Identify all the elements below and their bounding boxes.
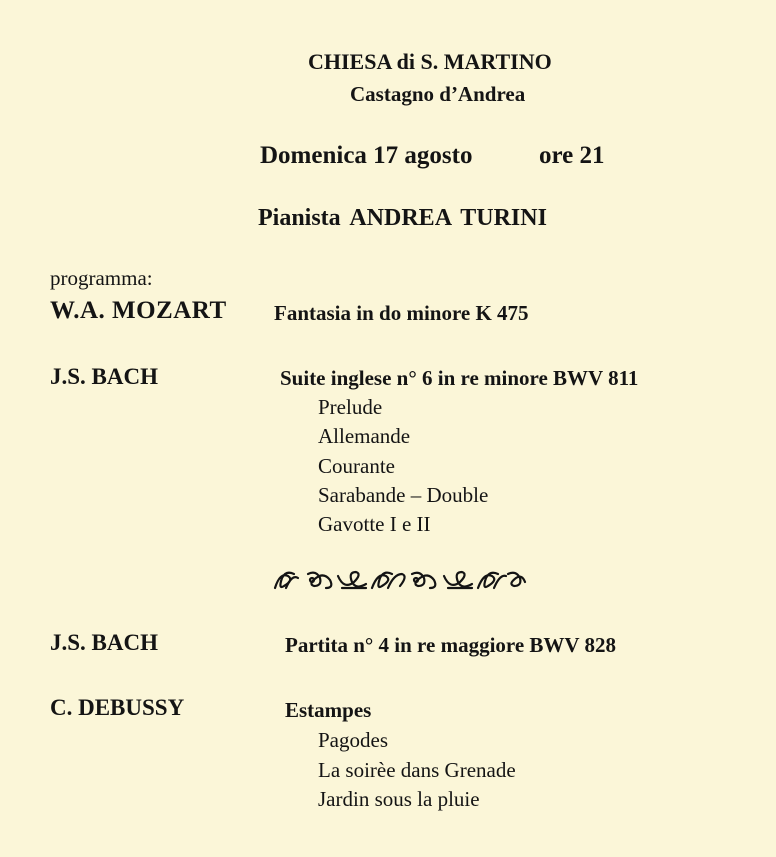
movement-item: Prelude	[318, 395, 383, 419]
movement-item: La soirèe dans Grenade	[318, 758, 516, 782]
church-name: CHIESA di S. MARTINO	[308, 49, 552, 74]
movement-item: Pagodes	[318, 728, 388, 752]
work-debussy-estampes: Estampes	[285, 698, 372, 722]
performer: Pianista ANDREA TURINI	[258, 205, 547, 231]
concert-date: Domenica 17 agosto	[260, 142, 473, 169]
concert-time: ore 21	[539, 142, 605, 169]
program-label: programma:	[50, 266, 153, 290]
composer-bach: J.S. BACH	[50, 630, 158, 655]
movement-item: Allemande	[318, 424, 411, 448]
movement-item: Jardin sous la pluie	[318, 787, 480, 811]
movement-item: Sarabande – Double	[318, 483, 489, 507]
movement-item: Courante	[318, 454, 395, 478]
composer-bach: J.S. BACH	[50, 364, 158, 389]
composer-debussy: C. DEBUSSY	[50, 695, 185, 720]
work-bach-partita: Partita n° 4 in re maggiore BWV 828	[285, 633, 616, 657]
venue-location: Castagno d’Andrea	[350, 82, 526, 106]
knot-divider-ornament-icon	[272, 568, 528, 594]
movement-item: Gavotte I e II	[318, 512, 431, 536]
work-bach-suite: Suite inglese n° 6 in re minore BWV 811	[280, 366, 639, 390]
work-mozart-fantasia: Fantasia in do minore K 475	[274, 301, 529, 325]
composer-mozart: W.A. MOZART	[50, 297, 227, 324]
